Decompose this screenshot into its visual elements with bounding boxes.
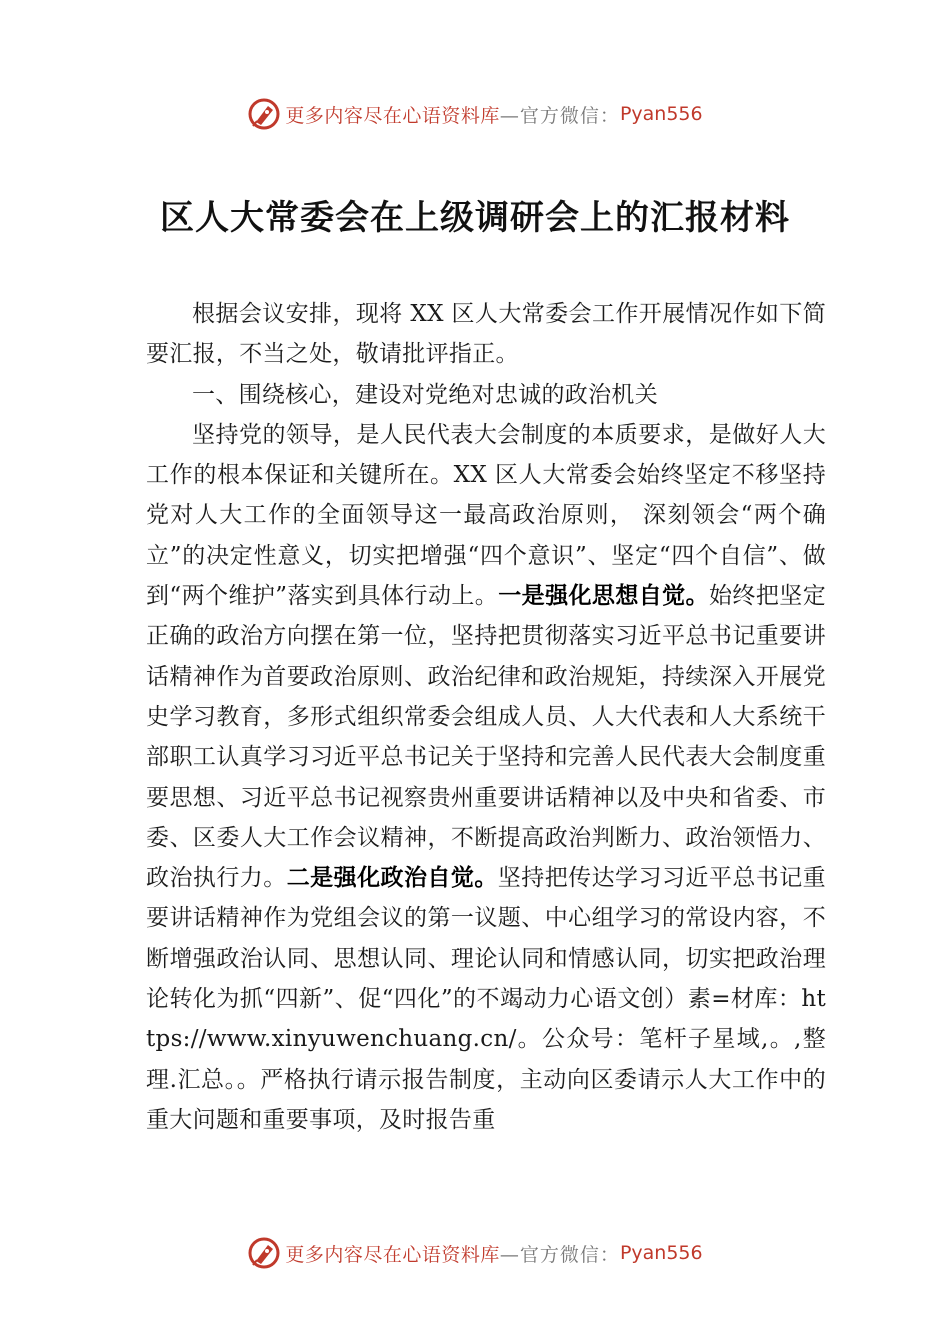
watermark-separator: —官方微信： — [499, 104, 620, 127]
header-watermark — [0, 94, 950, 134]
point-one-label: 一是强化思想自觉。 — [498, 583, 710, 610]
intro-paragraph: 根据会议安排，现将 XX 区人大常委会工作开展情况作如下简要汇报，不当之处，敬请批评指正。 — [146, 301, 826, 368]
point-two-label: 二是强化政治自觉。 — [286, 865, 498, 892]
watermark-wechat-id: Pyan556 — [619, 103, 703, 125]
watermark-wechat-id: Pyan556 — [619, 1242, 703, 1264]
watermark-brand: 更多内容尽在心语资料库 — [285, 104, 500, 127]
paragraph-lead-text: 坚持党的领导，是人民代表大会制度的本质要求，是做好人大工作的根本保证和关键所在。XX 区人大常委会始终坚定不移坚持党对人大工作的全面领导这一最高政治原则， 深刻领会“两个确立”的决定性意义，切实把增强“四个意识”、坚定“四个自信”、做到“两个维护”落实到具体行动上。 — [146, 421, 826, 610]
pen-nib-logo-icon — [247, 1236, 281, 1270]
body-paragraph — [146, 415, 826, 1140]
watermark-separator: —官方微信： — [499, 1243, 620, 1266]
point-one-text: 始终把坚定正确的政治方向摆在第一位，坚持把贯彻落实习近平总书记重要讲话精神作为首要政治原则、政治纪律和政治规矩，持续深入开展党史学习教育，多形式组织常委会组成人员、人大代表和人大系统干部职工认真学习习近平总书记关于坚持和完善人民代表大会制度重要思想、习近平总书记视察贵州重要讲话精神以及中央和省委、市委、区委人大工作会议精神，不断提高政治判断力、政治领悟力、政治执行力。 — [146, 583, 826, 892]
point-two-text: 坚持把传达学习习近平总书记重要讲话精神作为党组会议的第一议题、中心组学习的常设内容，不断增强政治认同、思想认同、理论认同和情感认同，切实把政治理论转化为抓“四新”、促“四化”的不竭动力心语文创）素=材库：https://www.xinyuwenchuang.cn/。公众号：笔杆子星域,。,整理.汇总。。严格执行请示报告制度，主动向区委请示人大工作中的重大问题和重要事项，及时报告重 — [146, 865, 826, 1133]
pen-nib-logo-icon — [247, 97, 281, 131]
document-body — [146, 294, 826, 1140]
document-title: 区人大常委会在上级调研会上的汇报材料 — [160, 198, 790, 238]
section-heading: 一、围绕核心，建设对党绝对忠诚的政治机关 — [192, 381, 658, 408]
watermark-brand: 更多内容尽在心语资料库 — [285, 1243, 500, 1266]
footer-watermark — [0, 1233, 950, 1273]
